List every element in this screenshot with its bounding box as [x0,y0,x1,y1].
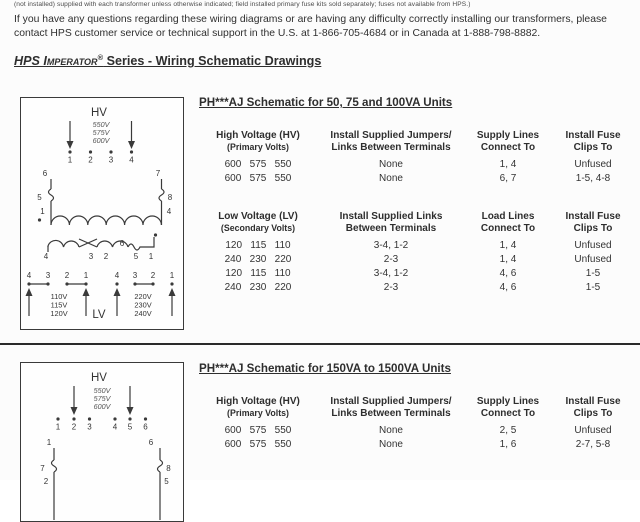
table-cell-connect: 4, 6 [499,268,517,279]
terminal-dot [128,417,131,420]
terminal-dot [144,417,147,420]
header-line: Clips To [573,142,613,153]
column-header [465,130,551,158]
intro-line-2: contact HPS customer service or technical support in the U.S. at 1-866-705-4684 or in Canada at 1-888-798-8882. [14,27,541,39]
terminal-number: 5 [164,477,169,486]
column-header [199,130,317,158]
terminal-number: 1 [46,438,52,447]
header-line: Clips To [573,223,613,234]
header-line: Connect To [480,408,536,419]
header-line: Install Supplied Jumpers/ [330,130,452,141]
fine-print-note: (not installed) supplied with each transformer unless otherwise indicated; field installed primary fuse kits sold separately; fuses not available from HPS.) [14,1,471,8]
terminal-number: 6 [119,239,125,248]
table-cell-fuse: 1-5 [585,268,601,279]
terminal-number: 1 [83,271,89,280]
terminal-dot [115,282,118,285]
table-cell-jumpers: 2-3 [383,254,399,265]
header-line: Between Terminals [345,223,437,234]
column-header [199,211,317,239]
table-cell-jumpers: 3-4, 1-2 [373,268,409,279]
column-header [551,211,635,239]
down-arrowhead-icon [71,407,78,415]
terminal-dot [170,282,173,285]
fuse-squiggle-icon [158,460,163,472]
up-arrowhead-icon [26,288,33,296]
hv-label: HV [91,372,107,384]
table-cell-fuse: Unfused [574,240,612,251]
terminal-dot [72,417,75,420]
section-divider [0,343,640,345]
terminal-number: 5 [133,252,139,261]
terminal-number: 1 [148,252,154,261]
schematic-diagram-small-units [20,97,184,330]
header-line: Connect To [480,142,536,153]
header-line: Clips To [573,408,613,419]
terminal-number: 2 [150,271,156,280]
column-header [317,396,465,424]
terminal-number: 3 [87,422,92,432]
section-small-units [199,96,635,295]
table-cell-fuse: Unfused [574,159,612,170]
lv-table [199,211,635,295]
header-line: Load Lines [481,211,535,222]
table-cell-volts: 240 230 220 [224,254,292,265]
header-line: Low Voltage (LV) [218,211,298,222]
intro-line-1: If you have any questions regarding these wiring diagrams or are having any difficulty correctly installing our transformers, please [14,14,607,25]
up-arrowhead-icon [114,288,121,296]
header-line: Install Fuse [565,211,621,222]
header-line: Install Supplied Jumpers/ [330,396,452,407]
column-header [317,130,465,158]
terminal-number: 2 [88,155,93,165]
down-arrowhead-icon [67,141,74,149]
series-heading [14,53,321,68]
lv-voltage-option: 110V [50,292,68,301]
table-cell-fuse: Unfused [574,254,612,265]
table-cell-connect: 6, 7 [499,173,517,184]
hv-label: HV [91,107,107,119]
terminal-number: 2 [64,271,70,280]
terminal-number: 3 [108,155,114,165]
table-cell-connect: 1, 4 [499,240,517,251]
terminal-number: 6 [148,438,154,447]
series-brand: HPS Imperator [14,54,98,69]
header-subline: (Secondary Volts) [220,223,296,233]
header-subline: (Primary Volts) [227,142,289,152]
table-cell-fuse: 1-5, 4-8 [575,173,611,184]
column-header [551,130,635,158]
column-header [465,396,551,424]
secondary-winding-coil [48,240,79,247]
terminal-dot [113,417,116,420]
table-cell-fuse: Unfused [574,425,612,436]
series-heading-rest: Series - Wiring Schematic Drawings [103,54,322,69]
hv-voltage-option: 550V [92,120,110,129]
terminal-dot [68,150,71,153]
header-line: Connect To [480,223,536,234]
header-line: Links Between Terminals [331,408,451,419]
lv-voltage-option: 120V [50,309,68,318]
header-line: High Voltage (HV) [216,396,300,407]
down-arrowhead-icon [128,141,135,149]
terminal-number: 7 [155,169,161,178]
phase-dot [38,218,41,221]
terminal-number: 8 [166,464,171,473]
fuse-squiggle-icon [49,189,54,201]
table-cell-jumpers: None [379,439,403,450]
terminal-number: 6 [42,169,48,178]
terminal-number: 1 [67,155,73,165]
table-cell-volts: 600 575 550 [224,439,292,450]
header-line: High Voltage (HV) [216,130,300,141]
hv-voltage-option: 575V [92,128,110,137]
table-cell-volts: 240 230 220 [224,282,292,293]
intro-paragraph [14,13,634,40]
terminal-number: 4 [26,271,32,280]
lv-voltage-option: 220V [134,292,152,301]
table-cell-volts: 600 575 550 [224,425,292,436]
hv-voltage-option: 550V [93,386,111,395]
terminal-number: 3 [132,271,138,280]
terminal-number: 2 [103,252,109,261]
header-line: Install Fuse [565,396,621,407]
up-arrowhead-icon [169,288,176,296]
terminal-number: 4 [114,271,120,280]
column-header [551,396,635,424]
header-line: Supply Lines [476,130,540,141]
lv-voltage-option: 115V [50,300,68,310]
hv-table [199,130,635,186]
table-cell-volts: 120 115 110 [225,240,291,251]
lv-label: LV [92,309,106,321]
column-header [199,396,317,424]
column-header [465,211,551,239]
terminal-number: 3 [45,271,51,280]
terminal-number: 6 [143,422,148,432]
table-cell-fuse: 2-7, 5-8 [575,439,611,450]
hv-voltage-option: 600V [93,402,111,411]
table-cell-jumpers: None [379,425,403,436]
down-arrowhead-icon [127,407,134,415]
table-cell-volts: 120 115 110 [225,268,291,279]
terminal-number: 4 [166,207,172,216]
section-heading: PH***AJ Schematic for 150VA to 1500VA Units [199,362,451,375]
terminal-dot [56,417,59,420]
terminal-number: 7 [40,464,45,473]
hv-voltage-option: 575V [93,394,111,403]
lv-voltage-option: 230V [134,300,152,310]
header-line: Install Supplied Links [339,211,443,222]
table-cell-connect: 1, 4 [499,159,517,170]
table-cell-jumpers: None [379,173,403,184]
header-line: Install Fuse [565,130,621,141]
primary-winding-coil [51,216,161,225]
terminal-number: 4 [129,155,134,165]
header-line: Links Between Terminals [331,142,451,153]
table-cell-volts: 600 575 550 [224,159,292,170]
registered-mark: ® [97,53,104,62]
table-cell-volts: 600 575 550 [224,173,292,184]
terminal-number: 2 [71,422,77,432]
table-cell-connect: 1, 4 [499,254,517,265]
terminal-number: 5 [37,193,42,202]
table-cell-jumpers: None [379,159,403,170]
hv-table [199,396,635,452]
schematic-svg-2 [21,363,182,520]
schematic-svg-1 [21,98,182,328]
terminal-number: 3 [88,252,94,261]
header-line: Supply Lines [476,396,540,407]
hv-voltage-option: 600V [92,136,110,145]
table-cell-jumpers: 3-4, 1-2 [373,240,409,251]
header-subline: (Primary Volts) [227,408,289,418]
table-cell-jumpers: 2-3 [383,282,399,293]
terminal-dot [109,150,112,153]
fuse-squiggle-icon [52,460,57,472]
section-heading: PH***AJ Schematic for 50, 75 and 100VA Units [199,96,453,109]
schematic-diagram-large-units [20,362,184,522]
up-arrowhead-icon [83,288,90,296]
table-cell-connect: 1, 6 [499,439,517,450]
terminal-number: 1 [169,271,175,280]
phase-dot [154,233,157,236]
terminal-number: 4 [112,422,118,432]
terminal-dot [89,150,92,153]
table-cell-fuse: 1-5 [585,282,601,293]
fuse-squiggle-icon [159,189,164,201]
lv-voltage-option: 240V [134,309,152,318]
terminal-number: 2 [43,477,49,486]
terminal-dot [88,417,91,420]
terminal-dot [130,150,133,153]
table-cell-connect: 2, 5 [499,425,517,436]
terminal-number: 1 [40,207,45,216]
column-header [317,211,465,239]
secondary-fuse-squiggle-icon [128,237,154,250]
terminal-number: 4 [43,252,49,261]
section-large-units [199,362,635,452]
terminal-number: 8 [167,193,173,202]
table-cell-connect: 4, 6 [499,282,517,293]
terminal-number: 5 [127,422,133,432]
terminal-number: 1 [55,422,61,432]
